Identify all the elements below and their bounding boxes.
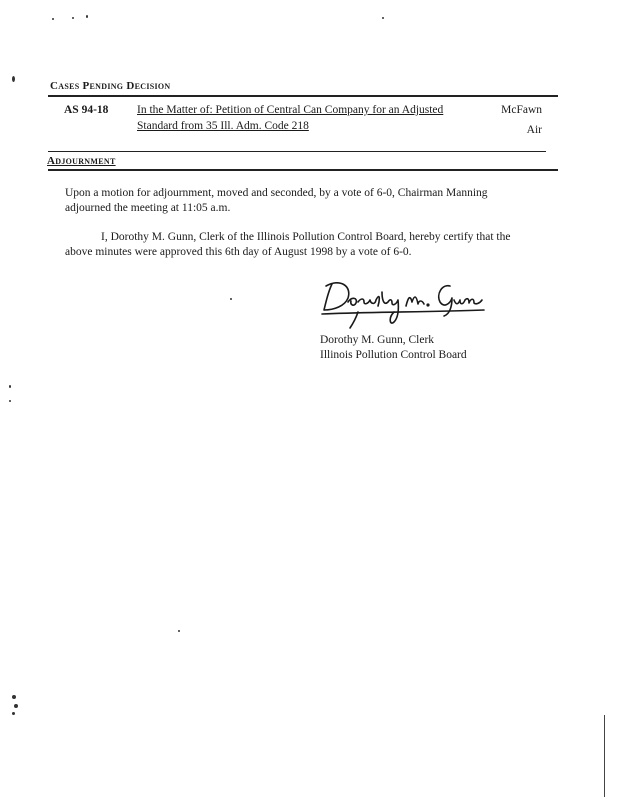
- adjournment-motion-line2: adjourned the meeting at 11:05 a.m.: [65, 202, 231, 214]
- case-title-line1: In the Matter of: Petition of Central Can Company for an Adjusted: [137, 104, 444, 116]
- case-number: AS 94-18: [64, 104, 109, 116]
- scan-speck: [382, 17, 384, 19]
- scan-speck: [178, 630, 180, 632]
- scan-speck: [14, 704, 18, 708]
- cases-pending-heading: Cases Pending Decision: [50, 80, 171, 92]
- case-category: Air: [526, 124, 542, 136]
- cases-pending-rule: [48, 95, 558, 97]
- scan-speck: [230, 298, 232, 300]
- case-title-line2: Standard from 35 Ill. Adm. Code 218: [137, 120, 309, 132]
- scan-speck: [9, 385, 11, 388]
- scan-speck: [12, 712, 15, 715]
- scan-speck: [72, 17, 74, 19]
- adjournment-motion-line1: Upon a motion for adjournment, moved and seconded, by a vote of 6-0, Chairman Manning: [65, 187, 488, 199]
- scan-edge-line: [604, 715, 605, 797]
- scan-speck: [12, 695, 16, 699]
- case-end-rule: [48, 151, 546, 152]
- scan-speck: [86, 15, 88, 18]
- scan-speck: [9, 400, 11, 402]
- signer-name-title: Dorothy M. Gunn, Clerk: [320, 334, 435, 346]
- adjournment-rule: [48, 169, 558, 171]
- case-member: McFawn: [501, 104, 542, 116]
- handwritten-signature: [318, 272, 490, 330]
- adjournment-heading: Adjournment: [47, 155, 116, 167]
- scan-speck: [52, 18, 54, 20]
- certification-line1: I, Dorothy M. Gunn, Clerk of the Illinois Pollution Control Board, hereby certify that the: [101, 231, 511, 243]
- signer-organization: Illinois Pollution Control Board: [320, 349, 467, 361]
- certification-line2: above minutes were approved this 6th day of August 1998 by a vote of 6-0.: [65, 246, 412, 258]
- scan-speck: [12, 76, 15, 82]
